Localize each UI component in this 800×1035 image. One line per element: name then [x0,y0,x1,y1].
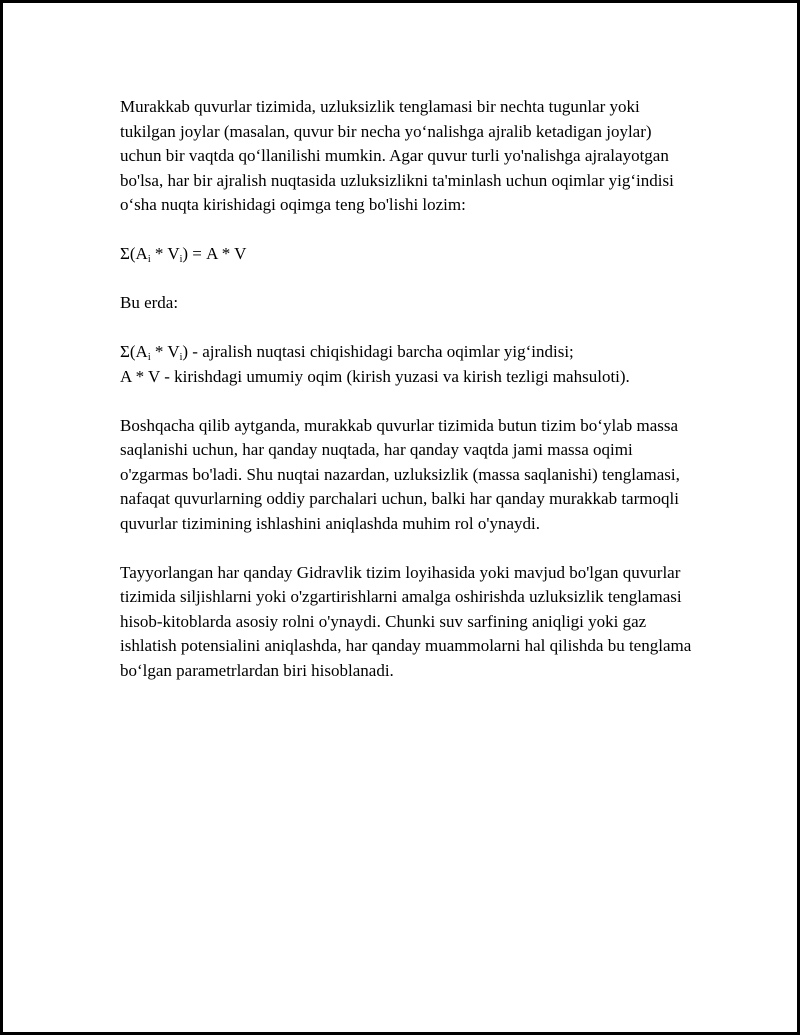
paragraph-intro: Murakkab quvurlar tizimida, uzluksizlik tenglamasi bir nechta tugunlar yoki tukilgan joylar (masalan, quvur bir necha yo‘nalishga ajralib ketadigan joylar) uchun bir vaqtda qo‘llanilishi mumkin. Agar quvur turli yo'nalishga ajralayotgan bo'lsa, har bir ajralish nuqtasida uzluksizlikni ta'minlash uchun oqimlar yig‘indisi o‘sha nuqta kirishidagi oqimga teng bo'lishi lozim: [120,97,674,214]
definition-sum-text: ) - ajralish nuqtasi chiqishidagi barcha oqimlar yig‘indisi; [182,342,574,361]
formula-subscript-a: i [147,254,151,265]
definition-sum-subscript-a: i [147,352,151,363]
continuity-formula [120,242,695,267]
formula-mid: * V [150,244,180,263]
where-label: Bu erda: [120,293,179,312]
definition-sum-mid: * V [150,342,180,361]
definition-sum-open: Σ(A [120,342,148,361]
spacer [120,316,695,341]
formula-close: ) = A * V [182,244,247,263]
paragraph-hydraulic-design: Tayyorlangan har qanday Gidravlik tizim loyihasida yoki mavjud bo'lgan quvurlar tizimida siljishlarni yoki o'zgartirishlarni amalga oshirishda uzluksizlik tenglamasi hisob-kitoblarda asosiy rolni o'ynaydi. Chunki suv sarfining aniqligi yoki gaz ishlatish potensialini aniqlashda, har qanday muammolarni hal qilishda bu tenglama bo‘lgan parametrlardan biri hisoblanadi. [120,562,692,680]
spacer [120,218,695,243]
spacer [120,536,695,561]
definition-inflow: A * V - kirishdagi umumiy oqim (kirish yuzasi va kirish tezligi mahsuloti). [120,366,630,386]
formula-open: Σ(A [120,244,148,263]
formula-subscript-v: i [179,254,183,265]
definition-sum [120,340,695,365]
definition-sum-subscript-v: i [179,352,183,363]
spacer [120,389,695,414]
document-body [120,95,695,683]
paragraph-mass-conservation: Boshqacha qilib aytganda, murakkab quvurlar tizimida butun tizim bo‘ylab massa saqlanishi uchun, har qanday nuqtada, har qanday vaqtda jami massa oqimi o'zgarmas bo'ladi. Shu nuqtai nazardan, uzluksizlik (massa saqlanishi) tenglamasi, nafaqat quvurlarning oddiy parchalari uchun, balki har qanday murakkab tarmoqli quvurlar tizimining ishlashini aniqlashda muhim rol o'ynaydi. [120,415,680,533]
spacer [120,267,695,292]
